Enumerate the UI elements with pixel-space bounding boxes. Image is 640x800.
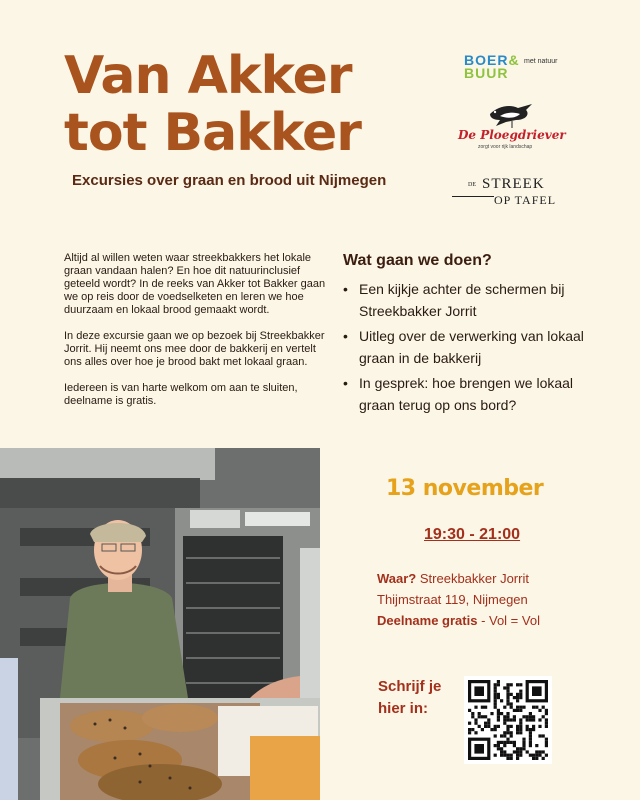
- agenda-item-text: In gesprek: hoe brengen we lokaal graan terug op ons bord?: [359, 375, 574, 413]
- ploegdriever-tagline: zorgt voor rijk landschap: [478, 144, 533, 150]
- bullet-icon: •: [343, 328, 348, 344]
- qr-code-graphic[interactable]: [464, 676, 552, 764]
- agenda-item-text: Uitleg over de verwerking van lokaal graan in de bakkerij: [359, 328, 584, 366]
- agenda-list: [343, 278, 605, 416]
- streek-prefix: DE: [468, 182, 476, 188]
- bullet-icon: •: [343, 375, 348, 391]
- qr-code-icon[interactable]: [464, 676, 552, 764]
- agenda-section: [343, 252, 605, 419]
- agenda-heading: Wat gaan we doen?: [343, 252, 492, 269]
- participation-label: Deelname gratis: [377, 613, 478, 628]
- page-title: [64, 48, 361, 162]
- location-line: [377, 568, 617, 589]
- title-line-2: tot Bakker: [64, 103, 361, 163]
- title-line-1: Van Akker: [64, 46, 352, 106]
- agenda-item: [343, 372, 605, 416]
- event-location: [377, 568, 617, 631]
- event-time: 19:30 - 21:00: [424, 526, 521, 543]
- where-label: Waar?: [377, 571, 417, 586]
- signup-label: [378, 676, 441, 720]
- intro-paragraph: Iedereen is van harte welkom om aan te sluiten, deelname is gratis.: [64, 382, 298, 407]
- intro-paragraph: Altijd al willen weten waar streekbakkers het lokale graan vandaan halen? En hoe dit natuurinclusief geteeld wordt? In de reeks van Akker tot Bakker gaan we op reis door de voedselketen en leren we hoe duurzaam en lokaal brood gemaakt wordt.: [64, 252, 326, 316]
- participation-line: [377, 610, 617, 631]
- subtitle: Excursies over graan en brood uit Nijmegen: [72, 172, 387, 189]
- boer-en-buur-logo: [464, 54, 564, 84]
- bullet-icon: •: [343, 281, 348, 297]
- ploegdriever-logo: [458, 100, 566, 156]
- agenda-item: [343, 325, 605, 369]
- event-date: 13 november: [386, 476, 544, 501]
- boer-en-buur-tagline: met natuur: [524, 58, 558, 65]
- ploegdriever-name: De Ploegdriever: [458, 128, 566, 142]
- signup-line-1: Schrijf je: [378, 678, 442, 695]
- wagtail-bird-icon: [486, 100, 542, 130]
- baker-photo: [0, 448, 320, 800]
- intro-text: [64, 252, 332, 421]
- where-value: Streekbakker Jorrit: [419, 571, 529, 586]
- streek-divider: [452, 196, 494, 197]
- participation-note: - Vol = Vol: [481, 613, 540, 628]
- address: Thijmstraat 119, Nijmegen: [377, 592, 528, 607]
- signup-line-2: hier in:: [378, 700, 429, 717]
- intro-paragraph: In deze excursie gaan we op bezoek bij Streekbakker Jorrit. Hij neemt ons mee door de bakkerij en vertelt ons alles over hoe je brood bakt met lokaal graan.: [64, 330, 325, 368]
- streek-name: STREEK: [482, 176, 545, 192]
- agenda-item-text: Een kijkje achter de schermen bij Streekbakker Jorrit: [359, 281, 565, 319]
- boer-en-buur-wordmark: BOER& BUUR: [464, 52, 520, 81]
- baker-photo-illustration: [0, 448, 320, 800]
- agenda-item: [343, 278, 605, 322]
- streek-op-tafel-logo: [452, 176, 562, 212]
- streek-suffix: OP TAFEL: [494, 193, 557, 207]
